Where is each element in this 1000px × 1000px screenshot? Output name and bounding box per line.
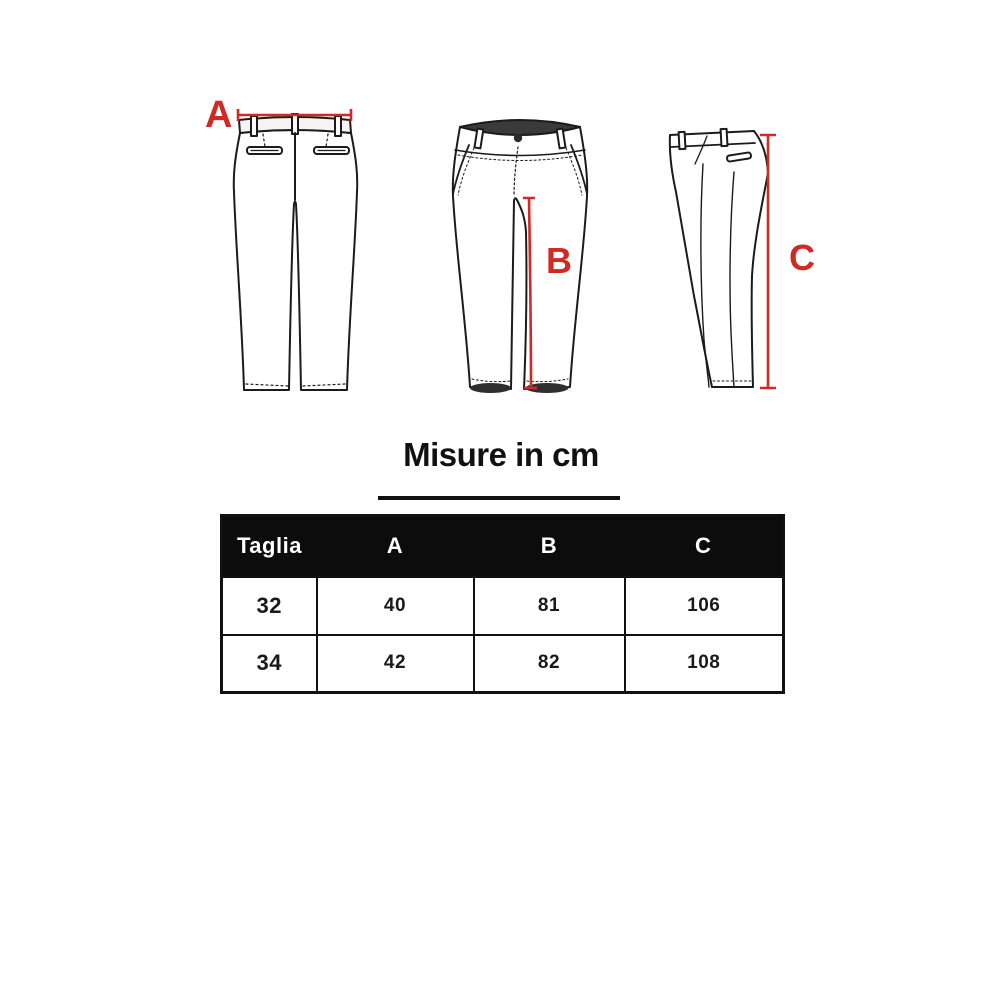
col-header-taglia: Taglia <box>222 516 317 577</box>
title-underline <box>378 496 620 500</box>
size-table-header-row <box>222 516 784 577</box>
size-value-c: 106 <box>625 577 784 635</box>
size-value-taglia: 34 <box>222 635 317 693</box>
size-row-32 <box>222 577 784 635</box>
size-value-b: 82 <box>474 635 625 693</box>
col-header-b: B <box>474 516 625 577</box>
pants-front-view-icon <box>440 100 600 400</box>
size-value-c: 108 <box>625 635 784 693</box>
measure-label-b: B <box>546 240 572 281</box>
size-value-a: 42 <box>317 635 474 693</box>
pants-back-view <box>218 100 378 400</box>
size-value-b: 81 <box>474 577 625 635</box>
page-title: Misure in cm <box>403 436 599 473</box>
col-header-c: C <box>625 516 784 577</box>
size-row-34 <box>222 635 784 693</box>
size-value-taglia: 32 <box>222 577 317 635</box>
col-header-a: A <box>317 516 474 577</box>
size-table <box>220 514 785 694</box>
measure-label-a: A <box>205 94 233 136</box>
pants-front-view <box>440 100 600 400</box>
pants-side-view <box>650 100 800 400</box>
pants-side-view-icon <box>650 100 800 400</box>
pants-back-view-icon <box>218 100 378 400</box>
size-value-a: 40 <box>317 577 474 635</box>
measure-label-c: C <box>789 237 815 278</box>
